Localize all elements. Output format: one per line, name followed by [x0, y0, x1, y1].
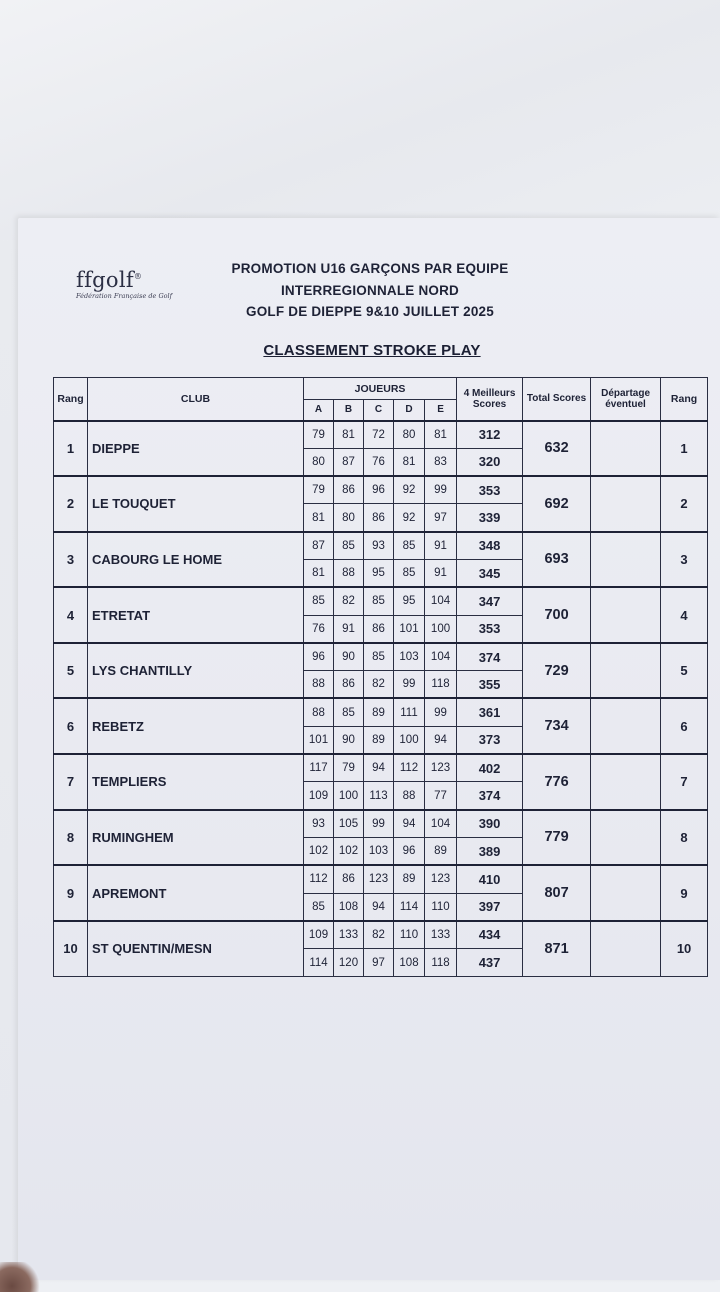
team-final-rank: 7: [661, 754, 708, 810]
best4-score: 312: [457, 421, 523, 449]
player-score: 86: [364, 615, 394, 643]
table-row: [54, 421, 708, 449]
player-score: 72: [364, 421, 394, 449]
player-score: 94: [364, 754, 394, 782]
team-club: ETRETAT: [88, 587, 304, 643]
player-score: 114: [304, 949, 334, 977]
team-club: ST QUENTIN/MESN: [88, 921, 304, 977]
table-row: [54, 698, 708, 726]
player-score: 89: [394, 865, 425, 893]
table-row: [54, 643, 708, 671]
player-score: 89: [364, 726, 394, 754]
player-score: 123: [425, 754, 457, 782]
team-departage: [591, 421, 661, 477]
player-score: 96: [364, 476, 394, 504]
team-rank: 8: [54, 810, 88, 866]
player-score: 85: [364, 643, 394, 671]
best4-score: 361: [457, 698, 523, 726]
player-score: 81: [425, 421, 457, 449]
logo-wordmark: ffgolf®: [76, 268, 143, 292]
results-body: [54, 421, 708, 977]
player-score: 76: [304, 615, 334, 643]
team-departage: [591, 921, 661, 977]
player-score: 85: [394, 559, 425, 587]
best4-score: 374: [457, 643, 523, 671]
player-score: 89: [425, 837, 457, 865]
team-departage: [591, 532, 661, 588]
player-score: 111: [394, 698, 425, 726]
team-total: 734: [523, 698, 591, 754]
best4-score: 320: [457, 448, 523, 476]
player-score: 95: [394, 587, 425, 615]
team-club: LE TOUQUET: [88, 476, 304, 532]
player-score: 114: [394, 893, 425, 921]
player-score: 88: [334, 559, 364, 587]
player-score: 102: [304, 837, 334, 865]
best4-score: 389: [457, 837, 523, 865]
player-score: 85: [304, 893, 334, 921]
header-player-c: C: [364, 400, 394, 421]
best4-score: 410: [457, 865, 523, 893]
player-score: 81: [304, 504, 334, 532]
player-score: 91: [334, 615, 364, 643]
player-score: 110: [394, 921, 425, 949]
best4-score: 348: [457, 532, 523, 560]
header-player-b: B: [334, 400, 364, 421]
team-club: DIEPPE: [88, 421, 304, 477]
header-player-d: D: [394, 400, 425, 421]
header-joueurs: JOUEURS: [304, 378, 457, 400]
header-player-e: E: [425, 400, 457, 421]
best4-score: 339: [457, 504, 523, 532]
team-total: 632: [523, 421, 591, 477]
best4-score: 397: [457, 893, 523, 921]
header-total: Total Scores: [523, 378, 591, 421]
team-club: LYS CHANTILLY: [88, 643, 304, 699]
header-player-a: A: [304, 400, 334, 421]
player-score: 108: [334, 893, 364, 921]
player-score: 89: [364, 698, 394, 726]
team-departage: [591, 810, 661, 866]
player-score: 101: [394, 615, 425, 643]
table-row: [54, 921, 708, 949]
player-score: 109: [304, 921, 334, 949]
best4-score: 437: [457, 949, 523, 977]
team-departage: [591, 754, 661, 810]
team-final-rank: 1: [661, 421, 708, 477]
best4-score: 373: [457, 726, 523, 754]
player-score: 82: [334, 587, 364, 615]
team-club: CABOURG LE HOME: [88, 532, 304, 588]
player-score: 90: [334, 643, 364, 671]
table-row: [54, 754, 708, 782]
player-score: 117: [304, 754, 334, 782]
logo-subtitle: Fédération Française de Golf: [76, 292, 173, 300]
header-rang-final: Rang: [661, 378, 708, 421]
player-score: 88: [394, 782, 425, 810]
player-score: 86: [334, 476, 364, 504]
player-score: 118: [425, 671, 457, 699]
header-departage: Départage éventuel: [591, 378, 661, 421]
player-score: 103: [394, 643, 425, 671]
team-total: 692: [523, 476, 591, 532]
team-rank: 6: [54, 698, 88, 754]
player-score: 92: [394, 504, 425, 532]
table-row: [54, 587, 708, 615]
team-total: 700: [523, 587, 591, 643]
player-score: 87: [334, 448, 364, 476]
player-score: 104: [425, 643, 457, 671]
player-score: 94: [394, 810, 425, 838]
header-club: CLUB: [88, 378, 304, 421]
player-score: 79: [304, 421, 334, 449]
player-score: 80: [394, 421, 425, 449]
best4-score: 345: [457, 559, 523, 587]
player-score: 79: [334, 754, 364, 782]
player-score: 83: [425, 448, 457, 476]
player-score: 77: [425, 782, 457, 810]
team-total: 779: [523, 810, 591, 866]
player-score: 103: [364, 837, 394, 865]
player-score: 94: [425, 726, 457, 754]
page-title: CLASSEMENT STROKE PLAY: [263, 342, 481, 359]
player-score: 97: [364, 949, 394, 977]
player-score: 91: [425, 559, 457, 587]
team-final-rank: 6: [661, 698, 708, 754]
team-departage: [591, 587, 661, 643]
player-score: 100: [394, 726, 425, 754]
player-score: 123: [425, 865, 457, 893]
player-score: 100: [425, 615, 457, 643]
player-score: 85: [334, 698, 364, 726]
player-score: 94: [364, 893, 394, 921]
player-score: 85: [304, 587, 334, 615]
team-departage: [591, 476, 661, 532]
best4-score: 390: [457, 810, 523, 838]
player-score: 81: [304, 559, 334, 587]
best4-score: 402: [457, 754, 523, 782]
player-score: 85: [334, 532, 364, 560]
team-departage: [591, 698, 661, 754]
player-score: 88: [304, 698, 334, 726]
team-total: 693: [523, 532, 591, 588]
team-final-rank: 2: [661, 476, 708, 532]
player-score: 91: [425, 532, 457, 560]
player-score: 87: [304, 532, 334, 560]
team-rank: 10: [54, 921, 88, 977]
table-row: [54, 532, 708, 560]
team-rank: 5: [54, 643, 88, 699]
team-departage: [591, 643, 661, 699]
team-final-rank: 3: [661, 532, 708, 588]
player-score: 79: [304, 476, 334, 504]
best4-score: 374: [457, 782, 523, 810]
best4-score: 353: [457, 476, 523, 504]
best4-score: 355: [457, 671, 523, 699]
player-score: 95: [364, 559, 394, 587]
table-row: [54, 810, 708, 838]
player-score: 96: [304, 643, 334, 671]
player-score: 133: [425, 921, 457, 949]
player-score: 102: [334, 837, 364, 865]
tablecloth-background: [0, 0, 720, 240]
player-score: 133: [334, 921, 364, 949]
player-score: 81: [334, 421, 364, 449]
player-score: 97: [425, 504, 457, 532]
team-rank: 9: [54, 865, 88, 921]
finger-edge: [0, 1262, 40, 1292]
player-score: 93: [304, 810, 334, 838]
best4-score: 347: [457, 587, 523, 615]
player-score: 100: [334, 782, 364, 810]
player-score: 85: [394, 532, 425, 560]
table-row: [54, 476, 708, 504]
player-score: 108: [394, 949, 425, 977]
player-score: 110: [425, 893, 457, 921]
player-score: 86: [334, 671, 364, 699]
player-score: 99: [425, 476, 457, 504]
header-rang: Rang: [54, 378, 88, 421]
heading-venue-date: GOLF DE DIEPPE 9&10 JUILLET 2025: [246, 304, 494, 319]
player-score: 105: [334, 810, 364, 838]
best4-score: 353: [457, 615, 523, 643]
player-score: 92: [394, 476, 425, 504]
player-score: 86: [364, 504, 394, 532]
player-score: 112: [394, 754, 425, 782]
team-total: 807: [523, 865, 591, 921]
heading-region: INTERREGIONNALE NORD: [280, 283, 459, 298]
team-final-rank: 9: [661, 865, 708, 921]
player-score: 76: [364, 448, 394, 476]
player-score: 90: [334, 726, 364, 754]
team-total: 729: [523, 643, 591, 699]
table-row: [54, 865, 708, 893]
player-score: 112: [304, 865, 334, 893]
player-score: 81: [394, 448, 425, 476]
team-final-rank: 5: [661, 643, 708, 699]
team-rank: 1: [54, 421, 88, 477]
team-rank: 2: [54, 476, 88, 532]
player-score: 99: [425, 698, 457, 726]
team-final-rank: 10: [661, 921, 708, 977]
team-rank: 7: [54, 754, 88, 810]
player-score: 86: [334, 865, 364, 893]
player-score: 104: [425, 587, 457, 615]
team-total: 776: [523, 754, 591, 810]
player-score: 123: [364, 865, 394, 893]
player-score: 80: [334, 504, 364, 532]
results-table: [53, 377, 708, 977]
heading-event: PROMOTION U16 GARÇONS PAR EQUIPE: [231, 261, 509, 276]
team-club: TEMPLIERS: [88, 754, 304, 810]
player-score: 109: [304, 782, 334, 810]
team-final-rank: 8: [661, 810, 708, 866]
team-club: APREMONT: [88, 865, 304, 921]
team-departage: [591, 865, 661, 921]
player-score: 101: [304, 726, 334, 754]
player-score: 82: [364, 671, 394, 699]
player-score: 99: [394, 671, 425, 699]
player-score: 85: [364, 587, 394, 615]
player-score: 80: [304, 448, 334, 476]
team-total: 871: [523, 921, 591, 977]
player-score: 82: [364, 921, 394, 949]
player-score: 96: [394, 837, 425, 865]
player-score: 113: [364, 782, 394, 810]
ffgolf-logo: [76, 268, 186, 312]
team-final-rank: 4: [661, 587, 708, 643]
player-score: 118: [425, 949, 457, 977]
team-club: REBETZ: [88, 698, 304, 754]
team-rank: 3: [54, 532, 88, 588]
team-club: RUMINGHEM: [88, 810, 304, 866]
header-best4: 4 Meilleurs Scores: [457, 378, 523, 421]
registered-mark: ®: [133, 272, 143, 281]
team-rank: 4: [54, 587, 88, 643]
best4-score: 434: [457, 921, 523, 949]
player-score: 120: [334, 949, 364, 977]
player-score: 99: [364, 810, 394, 838]
player-score: 88: [304, 671, 334, 699]
player-score: 104: [425, 810, 457, 838]
player-score: 93: [364, 532, 394, 560]
